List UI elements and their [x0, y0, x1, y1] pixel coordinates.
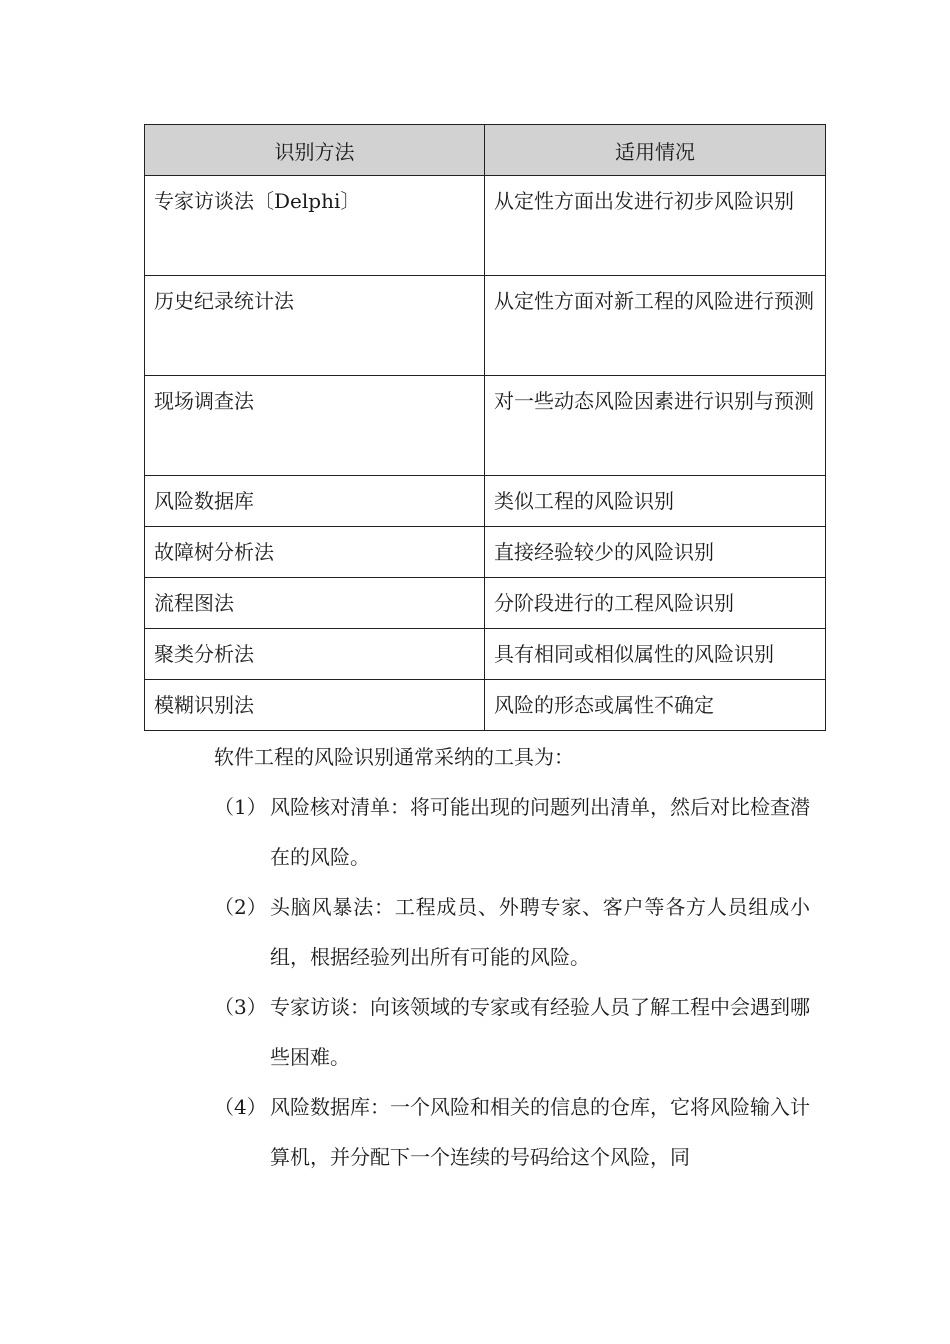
header-method: 识别方法: [145, 125, 485, 176]
usage-cell: 风险的形态或属性不确定: [485, 680, 826, 731]
method-cell: 风险数据库: [145, 476, 485, 527]
item-text: 头脑风暴法：工程成员、外聘专家、客户等各方人员组成小组，根据经验列出所有可能的风险。: [270, 895, 810, 969]
method-cell: 聚类分析法: [145, 629, 485, 680]
item-text: 风险核对清单：将可能出现的问题列出清单，然后对比检查潜在的风险。: [270, 795, 810, 869]
list-item: [150, 982, 810, 1082]
risk-identification-table: [144, 124, 826, 731]
method-cell: 专家访谈法〔Delphi〕: [145, 176, 485, 276]
usage-cell: 具有相同或相似属性的风险识别: [485, 629, 826, 680]
list-item: [150, 782, 810, 882]
item-number: （3）: [214, 995, 267, 1019]
method-cell: 模糊识别法: [145, 680, 485, 731]
body-text: [150, 732, 810, 1182]
item-number: （1）: [214, 795, 267, 819]
table-row: [145, 476, 826, 527]
table-row: [145, 629, 826, 680]
header-usage: 适用情况: [485, 125, 826, 176]
method-cell: 故障树分析法: [145, 527, 485, 578]
table-row: [145, 376, 826, 476]
table-row: [145, 578, 826, 629]
usage-cell: 分阶段进行的工程风险识别: [485, 578, 826, 629]
item-number: （4）: [214, 1095, 267, 1119]
method-cell: 历史纪录统计法: [145, 276, 485, 376]
table-row: [145, 176, 826, 276]
method-cell: 流程图法: [145, 578, 485, 629]
list-item: [150, 882, 810, 982]
method-cell: 现场调查法: [145, 376, 485, 476]
table-row: [145, 276, 826, 376]
item-text: 专家访谈：向该领域的专家或有经验人员了解工程中会遇到哪些困难。: [270, 995, 810, 1069]
table-row: [145, 527, 826, 578]
table-row: [145, 680, 826, 731]
usage-cell: 从定性方面出发进行初步风险识别: [485, 176, 826, 276]
usage-cell: 直接经验较少的风险识别: [485, 527, 826, 578]
usage-cell: 对一些动态风险因素进行识别与预测: [485, 376, 826, 476]
item-number: （2）: [214, 895, 267, 919]
list-item: [150, 1082, 810, 1182]
usage-cell: 类似工程的风险识别: [485, 476, 826, 527]
intro-paragraph: 软件工程的风险识别通常采纳的工具为：: [214, 745, 574, 769]
item-text: 风险数据库：一个风险和相关的信息的仓库，它将风险输入计算机，并分配下一个连续的号码给这个风险，同: [270, 1095, 810, 1169]
usage-cell: 从定性方面对新工程的风险进行预测: [485, 276, 826, 376]
